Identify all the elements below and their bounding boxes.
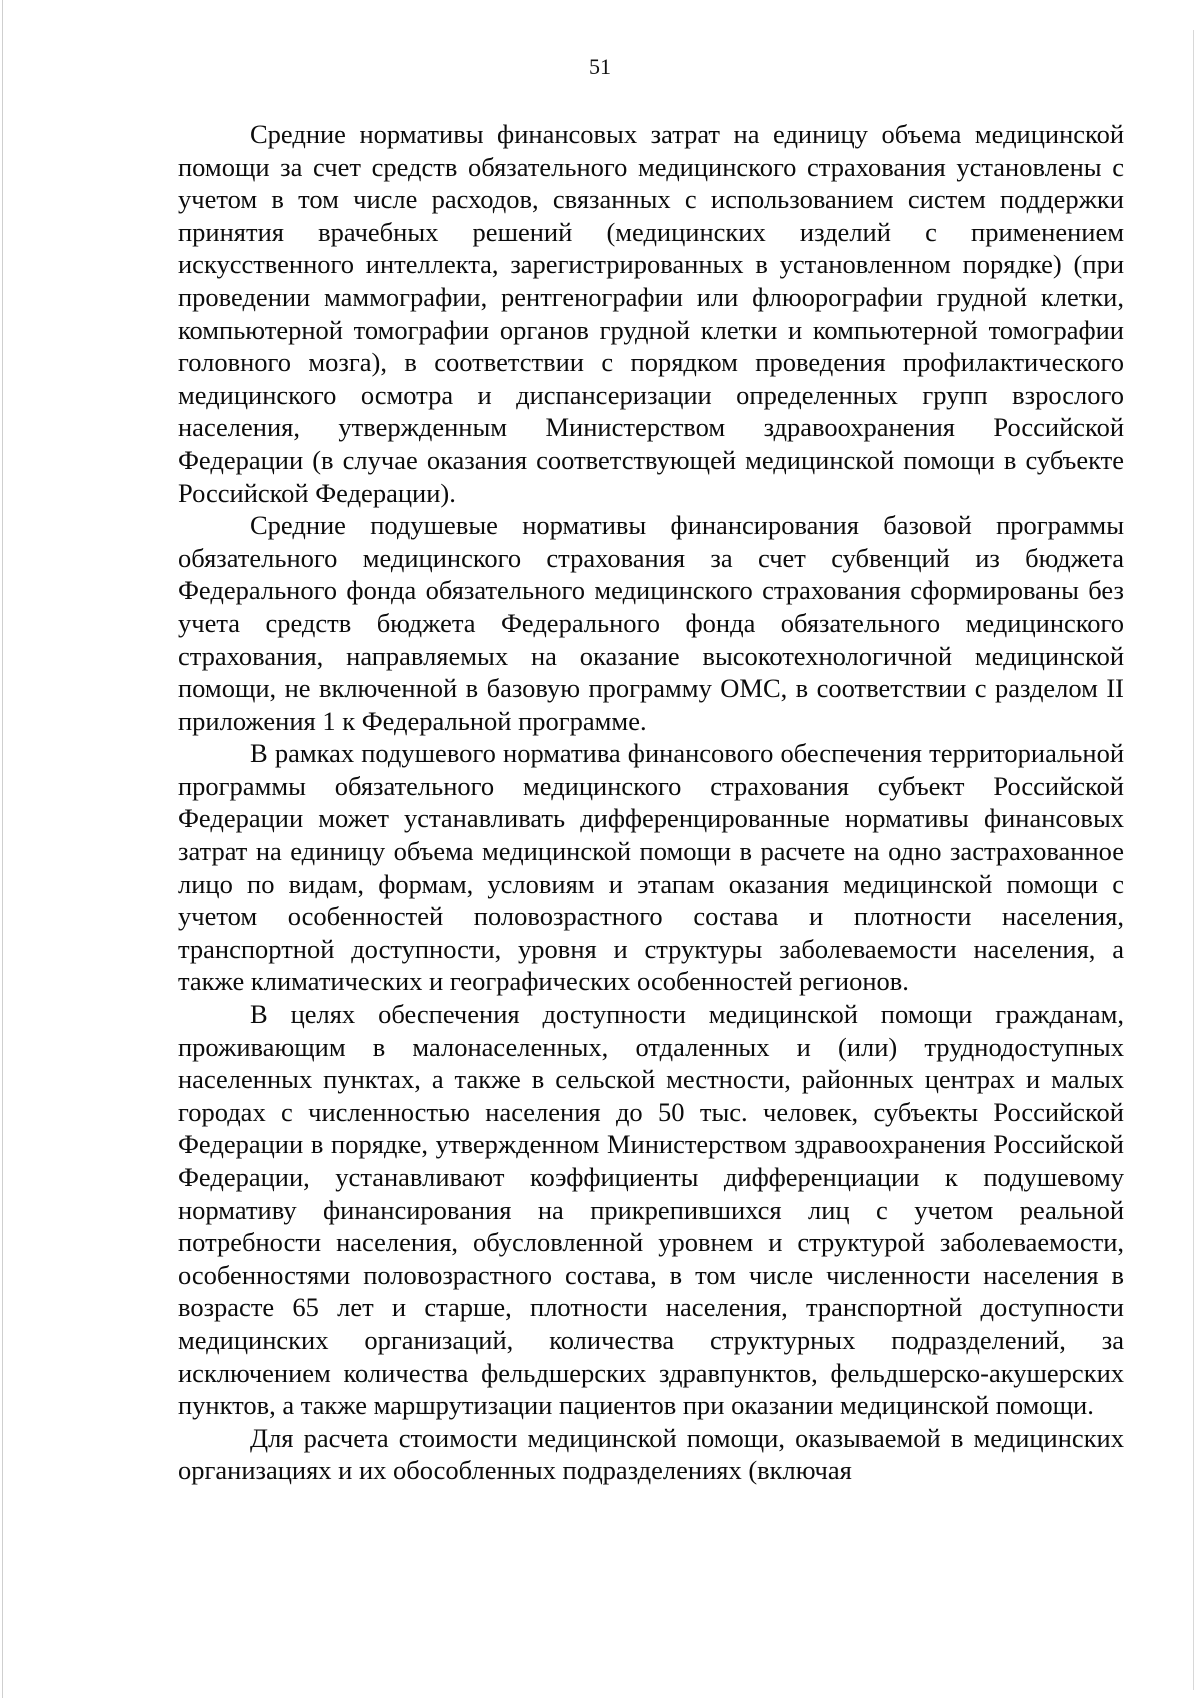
paragraph-differentiation-coefficients: В целях обеспечения доступности медицинской помощи гражданам, проживающим в малонаселенных, отдаленных и (или) труднодоступных населенных пунктах, а также в сельской местности, районных центрах и малых городах с численностью населения до 50 тыс. человек, субъекты Российской Федерации в порядке, утвержденном Министерством здравоохранения Российской Федерации, устанавливают коэффициенты дифференциации к подушевому нормативу финансирования на прикрепившихся лиц с учетом реальной потребности населения, обусловленной уровнем и структурой заболеваемости, особенностями половозрастного состава, в том числе численности населения в возрасте 65 лет и старше, плотности населения, транспортной доступности медицинских организаций, количества структурных подразделений, за исключением количества фельдшерских здравпунктов, фельдшерско-акушерских пунктов, а также маршрутизации пациентов при оказании медицинской помощи.	[178, 999, 1124, 1421]
scan-edge	[2, 0, 3, 1698]
body-text	[178, 118, 1124, 1487]
paragraph-per-capita-standards: Средние подушевые нормативы финансирования базовой программы обязательного медицинского страхования за счет субвенций из бюджета Федерального фонда обязательного медицинского страхования сформированы без учета средств бюджета Федерального фонда обязательного медицинского страхования, направляемых на оказание высокотехнологичной медицинской помощи, не включенной в базовую программу ОМС, в соответствии с разделом II приложения 1 к Федеральной программе.	[178, 510, 1124, 736]
paragraph-differentiated-standards: В рамках подушевого норматива финансового обеспечения территориальной программы обязательного медицинского страхования субъект Российской Федерации может устанавливать дифференцированные нормативы финансовых затрат на единицу объема медицинской помощи в расчете на одно застрахованное лицо по видам, формам, условиям и этапам оказания медицинской помощи с учетом особенностей половозрастного состава и плотности населения, транспортной доступности, уровня и структуры заболеваемости населения, а также климатических и географических особенностей регионов.	[178, 738, 1124, 997]
paragraph-ai-systems: Средние нормативы финансовых затрат на единицу объема медицинской помощи за счет средств обязательного медицинского страхования установлены с учетом в том числе расходов, связанных с использованием систем поддержки принятия врачебных решений (медицинских изделий с применением искусственного интеллекта, зарегистрированных в установленном порядке) (при проведении маммографии, рентгенографии или флюорографии грудной клетки, компьютерной томографии органов грудной клетки и компьютерной томографии головного мозга), в соответствии с порядком проведения профилактического медицинского осмотра и диспансеризации определенных групп взрослого населения, утвержденным Министерством здравоохранения Российской Федерации (в случае оказания соответствующей медицинской помощи в субъекте Российской Федерации).	[178, 119, 1124, 508]
paragraph-cost-calculation: Для расчета стоимости медицинской помощи, оказываемой в медицинских организациях и их обособленных подразделениях (включая	[178, 1422, 1124, 1486]
page-number: 51	[589, 54, 611, 79]
scan-edge	[1193, 30, 1194, 1690]
